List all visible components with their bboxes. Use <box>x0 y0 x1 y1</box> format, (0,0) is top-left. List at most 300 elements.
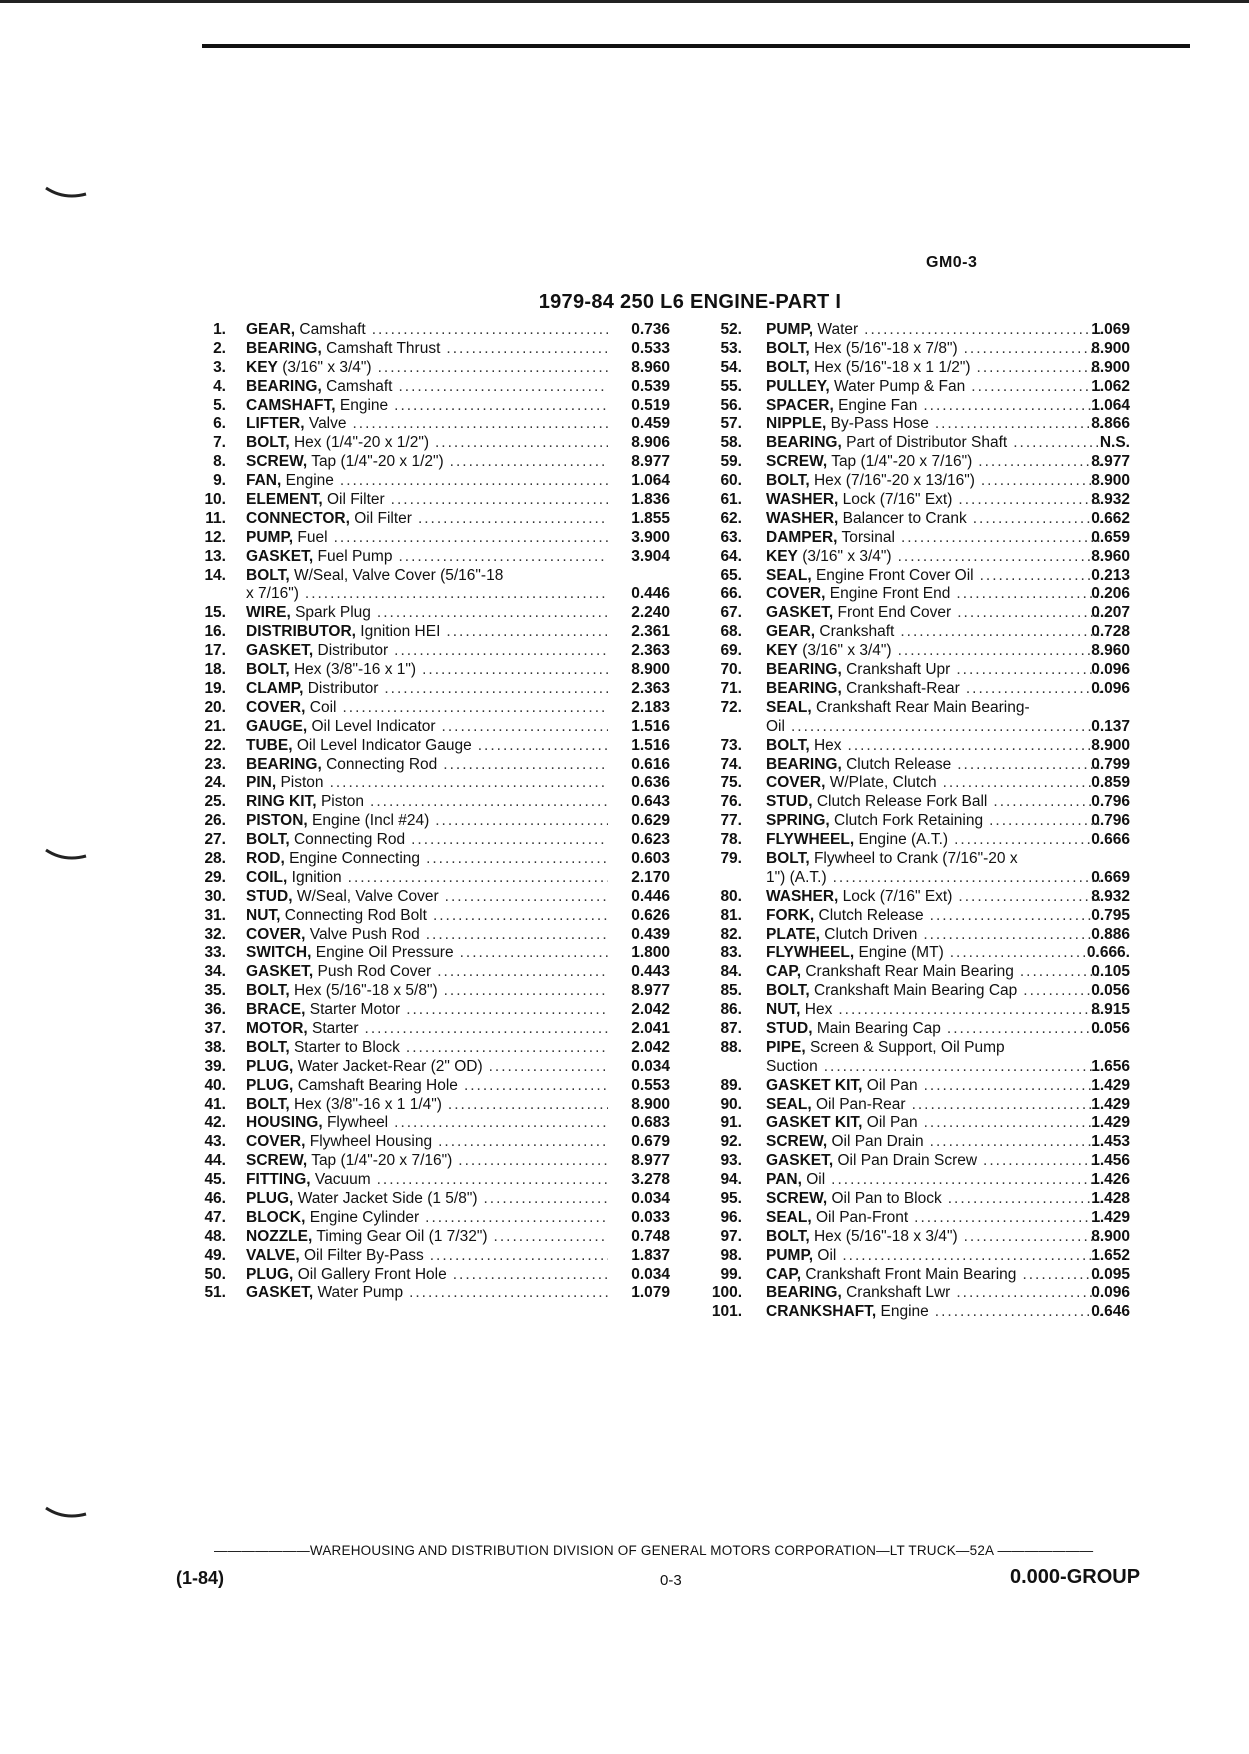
page-top-edge <box>0 0 1249 3</box>
part-detail: Torsinal <box>841 528 895 546</box>
list-item <box>702 907 1130 926</box>
item-description <box>766 699 1102 737</box>
item-description <box>766 359 1102 378</box>
part-name: LIFTER, <box>246 415 305 433</box>
item-number: 23. <box>204 755 226 773</box>
part-code: 0.034 <box>631 1057 670 1075</box>
part-code: 1.426 <box>1091 1171 1130 1189</box>
item-description <box>766 548 1102 567</box>
part-code: 0.662 <box>1091 509 1130 527</box>
item-description <box>246 1020 608 1039</box>
list-item <box>702 737 1130 756</box>
item-description <box>246 888 608 907</box>
dot-leader <box>450 453 608 472</box>
part-code: 0.446 <box>631 585 670 603</box>
list-item <box>702 1228 1130 1247</box>
part-detail: Ignition <box>291 868 342 886</box>
dot-leader <box>330 774 608 793</box>
item-description <box>246 1001 608 1020</box>
item-description <box>766 604 1102 623</box>
item-description <box>766 944 1102 963</box>
part-code: 1.837 <box>631 1246 670 1264</box>
list-item <box>186 680 670 699</box>
part-name: BOLT, <box>246 434 290 452</box>
item-number: 96. <box>720 1208 742 1226</box>
part-name: BOLT, <box>766 358 810 376</box>
part-detail: Oil Level Indicator <box>311 717 436 735</box>
part-code: 1.453 <box>1091 1133 1130 1151</box>
item-number: 31. <box>204 906 226 924</box>
part-detail: Oil <box>806 1171 826 1189</box>
list-item <box>702 548 1130 567</box>
list-item <box>702 1209 1130 1228</box>
item-description <box>766 756 1102 775</box>
item-description <box>766 1190 1102 1209</box>
dot-leader <box>438 1133 608 1152</box>
list-item <box>186 793 670 812</box>
item-number: 2. <box>213 339 226 357</box>
part-name: BEARING, <box>766 661 842 679</box>
part-code: 0.623 <box>631 831 670 849</box>
item-number: 48. <box>204 1227 226 1245</box>
part-name: CONNECTOR, <box>246 509 350 527</box>
list-item <box>186 529 670 548</box>
part-detail: W/Seal, Valve Cover (5/16"-18 <box>293 566 504 584</box>
item-number: 8. <box>213 453 226 471</box>
item-number: 42. <box>204 1114 226 1132</box>
list-item <box>702 1303 1130 1322</box>
item-description <box>766 1284 1102 1303</box>
item-number: 70. <box>720 661 742 679</box>
part-name: SPRING, <box>766 812 830 830</box>
part-detail: Front End Cover <box>837 604 952 622</box>
part-detail: Hex (5/16"-18 x 5/8") <box>293 982 438 1000</box>
dot-leader <box>489 1058 608 1077</box>
part-code: 8.906 <box>631 434 670 452</box>
dot-leader <box>305 585 608 604</box>
part-name: BOLT, <box>246 566 290 584</box>
part-code: 8.960 <box>631 358 670 376</box>
part-detail: Lock (7/16" Ext) <box>842 887 953 905</box>
list-item <box>186 850 670 869</box>
part-detail-continued: 1") (A.T.) <box>766 868 827 886</box>
item-number: 12. <box>204 528 226 546</box>
list-item <box>186 1133 670 1152</box>
part-code: 8.977 <box>631 1152 670 1170</box>
list-item <box>186 321 670 340</box>
item-number: 69. <box>720 642 742 660</box>
part-detail: Engine <box>285 472 334 490</box>
list-item <box>186 567 670 605</box>
part-detail: Crankshaft Lwr <box>846 1284 951 1302</box>
item-description <box>766 888 1102 907</box>
part-name: GASKET KIT, <box>766 1076 863 1094</box>
dot-leader <box>365 1020 608 1039</box>
part-detail: Valve <box>308 415 347 433</box>
item-number: 72. <box>720 698 742 716</box>
part-code: 1.456 <box>1091 1152 1130 1170</box>
dot-leader <box>464 1077 608 1096</box>
part-detail: Camshaft <box>299 321 366 338</box>
list-item <box>186 907 670 926</box>
item-description <box>766 737 1102 756</box>
part-name: SCREW, <box>766 1190 828 1208</box>
item-number: 78. <box>720 831 742 849</box>
item-description <box>766 1039 1102 1077</box>
item-description <box>246 812 608 831</box>
item-description <box>246 869 608 888</box>
part-code: 1.062 <box>1091 377 1130 395</box>
part-name: PULLEY, <box>766 377 830 395</box>
list-item <box>186 944 670 963</box>
item-number: 46. <box>204 1189 226 1207</box>
item-number: 33. <box>204 944 226 962</box>
part-name: COVER, <box>766 585 826 603</box>
item-description <box>766 340 1102 359</box>
part-detail: Clutch Release <box>818 906 924 924</box>
part-code: 2.042 <box>631 1001 670 1019</box>
item-number: 81. <box>720 906 742 924</box>
part-name: KEY <box>766 642 798 660</box>
part-name: BEARING, <box>766 434 842 452</box>
item-number: 32. <box>204 925 226 943</box>
part-detail: (3/16" x 3/4") <box>282 358 372 376</box>
item-description <box>766 1171 1102 1190</box>
part-code: 2.041 <box>631 1019 670 1037</box>
part-code: 8.977 <box>631 982 670 1000</box>
part-name: FITTING, <box>246 1171 311 1189</box>
dot-leader <box>334 529 608 548</box>
part-code: 0.643 <box>631 793 670 811</box>
binder-mark-icon <box>44 848 88 862</box>
item-number: 67. <box>720 604 742 622</box>
binder-mark-icon <box>44 186 88 200</box>
list-item <box>186 1228 670 1247</box>
part-name: MOTOR, <box>246 1019 308 1037</box>
item-description <box>766 1209 1102 1228</box>
part-code: 0.096 <box>1091 1284 1130 1302</box>
item-number: 54. <box>720 358 742 376</box>
part-detail: Hex <box>804 1001 833 1019</box>
list-item <box>702 756 1130 775</box>
item-number: 36. <box>204 1001 226 1019</box>
part-name: KEY <box>766 547 798 565</box>
part-code: 8.900 <box>1091 358 1130 376</box>
part-name: NUT, <box>246 906 281 924</box>
item-number: 49. <box>204 1246 226 1264</box>
part-detail: Screen & Support, Oil Pump <box>809 1038 1005 1056</box>
list-item <box>702 1284 1130 1303</box>
part-code: 0.034 <box>631 1189 670 1207</box>
part-code: 0.033 <box>631 1208 670 1226</box>
item-description <box>766 907 1102 926</box>
part-code: 0.796 <box>1091 793 1130 811</box>
item-description <box>246 453 608 472</box>
item-number: 35. <box>204 982 226 1000</box>
dot-leader <box>398 378 608 397</box>
list-item <box>186 1020 670 1039</box>
dot-leader <box>453 1266 608 1285</box>
item-number: 59. <box>720 453 742 471</box>
item-description <box>246 1247 608 1266</box>
item-number: 66. <box>720 585 742 603</box>
list-item <box>702 982 1130 1001</box>
part-code: 3.278 <box>631 1171 670 1189</box>
item-number: 37. <box>204 1019 226 1037</box>
part-name: PLUG, <box>246 1265 294 1283</box>
list-item <box>702 415 1130 434</box>
part-detail: Oil Pan <box>866 1114 918 1132</box>
item-number: 71. <box>720 679 742 697</box>
item-description <box>766 1228 1102 1247</box>
part-name: PLUG, <box>246 1189 294 1207</box>
item-number: 97. <box>720 1227 742 1245</box>
list-item <box>702 680 1130 699</box>
item-description <box>246 831 608 850</box>
part-code: 0.207 <box>1091 604 1130 622</box>
part-detail: Engine <box>880 1303 929 1321</box>
list-item <box>702 1152 1130 1171</box>
list-item <box>702 831 1130 850</box>
part-code: 0.034 <box>631 1265 670 1283</box>
part-detail: Oil Pan <box>866 1076 918 1094</box>
item-description <box>246 926 608 945</box>
part-code: 0.669 <box>1091 868 1130 886</box>
dot-leader <box>433 907 608 926</box>
list-item <box>702 567 1130 586</box>
part-detail: Timing Gear Oil (1 7/32") <box>316 1227 488 1245</box>
part-name: COVER, <box>246 698 306 716</box>
part-name: FAN, <box>246 472 282 490</box>
item-description <box>246 359 608 378</box>
list-item <box>186 1247 670 1266</box>
part-code: 1.064 <box>1091 396 1130 414</box>
item-description <box>246 510 608 529</box>
list-item <box>702 1114 1130 1133</box>
part-name: GASKET, <box>246 1284 314 1302</box>
item-description <box>766 378 1102 397</box>
item-description <box>246 434 608 453</box>
item-description <box>246 378 608 397</box>
item-number: 55. <box>720 377 742 395</box>
part-detail: Fuel Pump <box>317 547 393 565</box>
item-description <box>246 1266 608 1285</box>
part-name: BRACE, <box>246 1001 306 1019</box>
list-item <box>186 623 670 642</box>
part-code: 0.748 <box>631 1227 670 1245</box>
dot-leader <box>418 510 608 529</box>
part-detail: Hex (5/16"-18 x 7/8") <box>813 339 958 357</box>
part-name: PUMP, <box>246 528 294 546</box>
item-description <box>246 1171 608 1190</box>
item-number: 13. <box>204 547 226 565</box>
dot-leader <box>442 718 608 737</box>
part-detail: Crankshaft Upr <box>846 661 951 679</box>
list-item <box>702 321 1130 340</box>
item-description <box>246 756 608 775</box>
part-name: STUD, <box>766 1019 813 1037</box>
dot-leader <box>458 1152 608 1171</box>
item-number: 47. <box>204 1208 226 1226</box>
item-description <box>246 1133 608 1152</box>
part-detail-continued: Oil <box>766 717 785 735</box>
part-detail: Balancer to Crank <box>842 509 967 527</box>
part-code: 1.652 <box>1091 1246 1130 1264</box>
part-name: BOLT, <box>766 849 810 867</box>
part-detail: Crankshaft Front Main Bearing <box>805 1265 1017 1283</box>
parts-list-right <box>702 321 1130 1322</box>
part-detail: (3/16" x 3/4") <box>802 642 892 660</box>
part-detail: Tap (1/4"-20 x 7/16") <box>311 1152 453 1170</box>
list-item <box>186 1266 670 1285</box>
item-description <box>246 963 608 982</box>
part-code: 1.836 <box>631 491 670 509</box>
item-description <box>246 1209 608 1228</box>
dot-leader <box>409 1284 608 1303</box>
part-code: 0.095 <box>1091 1265 1130 1283</box>
part-name: BEARING, <box>246 377 322 395</box>
item-description <box>246 548 608 567</box>
item-number: 14. <box>204 566 226 584</box>
part-name: GASKET, <box>766 1152 834 1170</box>
list-item <box>702 888 1130 907</box>
item-number: 89. <box>720 1076 742 1094</box>
list-item <box>702 623 1130 642</box>
part-detail: Engine Cylinder <box>309 1208 420 1226</box>
part-code: 1.429 <box>1091 1076 1130 1094</box>
dot-leader <box>377 1171 608 1190</box>
part-detail: Engine Fan <box>838 396 918 414</box>
item-number: 21. <box>204 717 226 735</box>
dot-leader <box>342 699 608 718</box>
item-description <box>246 982 608 1001</box>
item-number: 10. <box>204 491 226 509</box>
list-item <box>702 1001 1130 1020</box>
list-item <box>186 1058 670 1077</box>
item-number: 34. <box>204 963 226 981</box>
part-detail: Ignition HEI <box>360 623 441 641</box>
item-description <box>246 680 608 699</box>
part-name: COVER, <box>246 925 306 943</box>
part-code: 0.679 <box>631 1133 670 1151</box>
dot-leader <box>406 1001 608 1020</box>
item-description <box>246 718 608 737</box>
part-detail: Engine Connecting <box>289 849 421 867</box>
part-code: 8.960 <box>1091 547 1130 565</box>
part-name: PLUG, <box>246 1057 294 1075</box>
part-code: 8.932 <box>1091 491 1130 509</box>
part-detail: Engine (A.T.) <box>858 831 949 849</box>
item-number: 20. <box>204 698 226 716</box>
footer-page-number: 0-3 <box>660 1572 682 1589</box>
list-item <box>702 793 1130 812</box>
item-description <box>246 491 608 510</box>
list-item <box>702 1020 1130 1039</box>
item-number: 45. <box>204 1171 226 1189</box>
item-number: 39. <box>204 1057 226 1075</box>
item-number: 88. <box>720 1038 742 1056</box>
item-description <box>246 567 608 605</box>
item-description <box>246 793 608 812</box>
part-detail: Camshaft Bearing Hole <box>297 1076 458 1094</box>
item-number: 43. <box>204 1133 226 1151</box>
part-name: GEAR, <box>246 321 296 338</box>
item-description <box>246 340 608 359</box>
dot-leader <box>394 397 608 416</box>
list-item <box>186 831 670 850</box>
list-item <box>702 359 1130 378</box>
footer-date: (1-84) <box>176 1568 225 1588</box>
item-description <box>246 642 608 661</box>
dot-leader <box>435 434 608 453</box>
item-description <box>246 472 608 491</box>
part-code: 1.079 <box>631 1284 670 1302</box>
part-detail: Water Pump & Fan <box>834 377 966 395</box>
item-description <box>246 907 608 926</box>
part-code: 3.900 <box>631 528 670 546</box>
part-detail: Distributor <box>307 679 379 697</box>
item-description <box>766 1133 1102 1152</box>
list-item <box>702 378 1130 397</box>
part-code: 1.429 <box>1091 1208 1130 1226</box>
item-description <box>766 415 1102 434</box>
item-number: 99. <box>720 1265 742 1283</box>
part-detail: Oil Pan to Block <box>831 1190 942 1208</box>
item-number: 41. <box>204 1095 226 1113</box>
part-code: 1.428 <box>1091 1190 1130 1208</box>
item-description <box>766 1096 1102 1115</box>
item-description <box>246 623 608 642</box>
item-number: 15. <box>204 604 226 622</box>
part-name: WASHER, <box>766 491 839 509</box>
item-number: 51. <box>204 1284 226 1302</box>
part-detail: Oil Filter <box>326 491 385 509</box>
part-detail: Crankshaft-Rear <box>846 679 960 697</box>
part-detail: Hex (7/16"-20 x 13/16") <box>813 472 975 490</box>
list-item <box>186 756 670 775</box>
part-name: GASKET, <box>246 963 314 981</box>
part-code: 8.932 <box>1091 887 1130 905</box>
part-detail: Hex (3/8"-16 x 1") <box>293 661 417 679</box>
item-number: 16. <box>204 623 226 641</box>
part-code: 8.900 <box>631 661 670 679</box>
part-name: SCREW, <box>766 453 828 471</box>
part-detail: Oil <box>817 1246 837 1264</box>
dot-leader <box>398 548 608 567</box>
part-code: 0.666 <box>1091 831 1130 849</box>
list-item <box>186 1096 670 1115</box>
part-name: DAMPER, <box>766 528 838 546</box>
part-detail: Coil <box>309 698 337 716</box>
part-detail: Clutch Driven <box>824 925 918 943</box>
item-description <box>766 963 1102 982</box>
item-number: 25. <box>204 793 226 811</box>
part-name: GAUGE, <box>246 717 308 735</box>
dot-leader <box>378 359 608 378</box>
item-number: 44. <box>204 1152 226 1170</box>
item-description <box>246 1190 608 1209</box>
item-number: 58. <box>720 434 742 452</box>
item-description <box>766 472 1102 491</box>
part-name: BOLT, <box>766 736 810 754</box>
item-number: 18. <box>204 661 226 679</box>
dot-leader <box>460 944 608 963</box>
part-detail: Water Pump <box>317 1284 404 1302</box>
part-detail: Crankshaft <box>819 623 895 641</box>
list-item <box>702 1190 1130 1209</box>
dot-leader <box>406 1039 608 1058</box>
item-number: 98. <box>720 1246 742 1264</box>
